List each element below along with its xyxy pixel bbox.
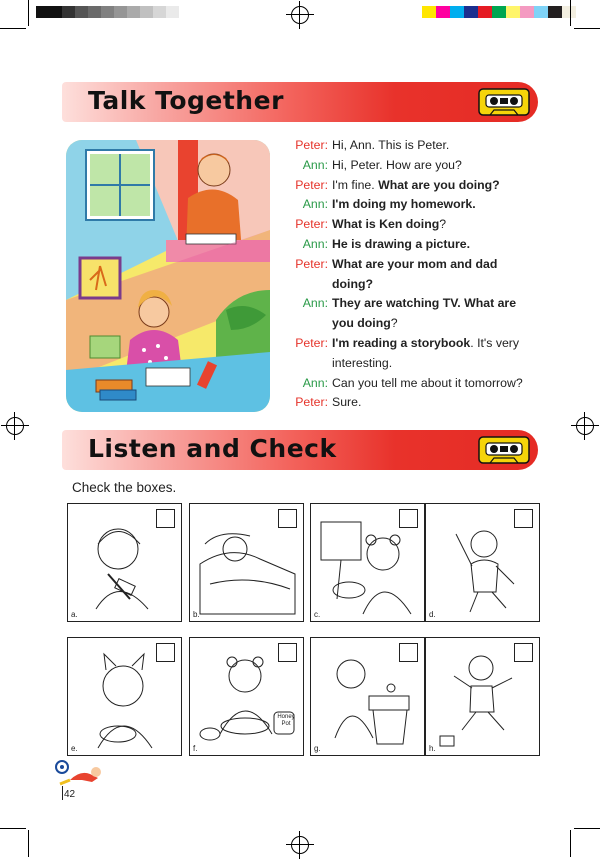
check-box[interactable] — [514, 643, 533, 662]
dialogue-line — [280, 393, 560, 413]
dialogue-text-line — [332, 294, 560, 314]
dialogue-text-line — [332, 136, 560, 156]
speaker-name: Peter: — [295, 217, 328, 232]
dialogue-line — [280, 255, 560, 275]
dialogue-line — [280, 156, 560, 176]
dialogue-line — [280, 294, 560, 314]
check-box[interactable] — [399, 643, 418, 662]
dialogue-line — [280, 136, 560, 156]
dialogue-line — [280, 215, 560, 235]
section-title: Listen and Check — [88, 434, 337, 463]
speaker-name: Ann: — [302, 157, 328, 172]
dialogue-continuation — [280, 275, 560, 295]
dialogue-text: What are you doing? — [378, 177, 500, 192]
speaker-name: Peter: — [295, 256, 328, 271]
talk-together-banner — [62, 82, 538, 122]
crop-mark — [574, 28, 600, 29]
dialogue-text-line — [332, 176, 560, 196]
picture-card-monkey-dancing — [425, 503, 540, 622]
dialogue-line — [280, 334, 560, 354]
dialogue-text: interesting. — [332, 355, 393, 370]
registration-mark — [291, 836, 309, 854]
crop-mark — [0, 28, 26, 29]
picture-card-child-sleeping — [189, 503, 304, 622]
dialogue-text: I'm doing my homework. — [332, 197, 476, 212]
dialogue-text: They are watching TV. What are — [332, 296, 517, 311]
dialogue-text: He is drawing a picture. — [332, 236, 471, 251]
crop-mark — [570, 0, 571, 26]
picture-card-girl-jumping — [425, 637, 540, 756]
speaker-name: Ann: — [302, 296, 328, 311]
listen-and-check-banner — [62, 430, 538, 470]
card-label: h. — [429, 744, 436, 753]
cassette-tape-icon — [476, 86, 532, 118]
dialogue-text: I'm fine. — [332, 177, 379, 192]
card-label: d. — [429, 610, 436, 619]
dialogue-text: . It's very — [470, 335, 520, 350]
picture-card-bear-painting — [310, 503, 425, 622]
crop-mark — [570, 830, 571, 857]
card-label: g. — [314, 744, 321, 753]
crop-mark — [574, 828, 600, 829]
card-label: a. — [71, 610, 78, 619]
dialogue-text: Hi, Peter. How are you? — [332, 157, 462, 172]
check-box[interactable] — [278, 643, 297, 662]
check-box[interactable] — [399, 509, 418, 528]
dialogue-text: What is Ken doing — [332, 217, 440, 232]
crop-mark — [0, 828, 26, 829]
dialogue-text-line — [332, 393, 560, 413]
dialogue-text-line — [332, 215, 560, 235]
honey-pot-label: Honey Pot — [277, 714, 295, 727]
picture-card-bear-with-honey — [189, 637, 304, 756]
check-box[interactable] — [156, 509, 175, 528]
page-number: 42 — [64, 789, 76, 800]
check-box[interactable] — [514, 509, 533, 528]
dialogue-line — [280, 235, 560, 255]
dialogue-text: ? — [390, 316, 398, 331]
dialogue-text-line — [332, 235, 560, 255]
picture-card-cat-eating — [67, 637, 182, 756]
crop-mark — [28, 830, 29, 857]
dialogue-line — [280, 176, 560, 196]
dialogue-line — [280, 374, 560, 394]
cassette-tape-icon — [476, 434, 532, 466]
dialogue-text: Can you tell me about it tomorrow? — [332, 375, 523, 390]
dialogue-text-line — [332, 195, 560, 215]
dialogue-text-line — [332, 255, 560, 275]
check-box[interactable] — [278, 509, 297, 528]
card-label: c. — [314, 610, 321, 619]
dialogue-continuation — [280, 314, 560, 334]
speaker-name: Peter: — [295, 395, 328, 410]
card-label: f. — [193, 744, 198, 753]
dialogue-line — [280, 195, 560, 215]
speaker-name: Peter: — [295, 177, 328, 192]
dialogue-continuation — [280, 354, 560, 374]
page-number-divider — [62, 786, 63, 800]
check-box[interactable] — [156, 643, 175, 662]
dialogue-text-line — [332, 156, 560, 176]
dialogue-text-line — [332, 374, 560, 394]
dialogue-text: doing? — [332, 276, 373, 291]
picture-card-girl-brushing-teeth — [67, 503, 182, 622]
crop-mark — [28, 0, 29, 26]
speaker-name: Ann: — [302, 236, 328, 251]
dialogue-text: Hi, Ann. This is Peter. — [332, 138, 450, 152]
section-title: Talk Together — [88, 86, 284, 115]
dialogue-text: ? — [439, 217, 447, 232]
dialogue-text: you doing — [332, 316, 391, 331]
card-label: b. — [193, 610, 200, 619]
speaker-name: Ann: — [302, 375, 328, 390]
kicking-boy-icon — [52, 758, 106, 788]
registration-mark — [6, 417, 24, 435]
registration-mark — [291, 6, 309, 24]
dialogue-text: Sure. — [332, 395, 362, 410]
picture-card-monkey-washing — [310, 637, 425, 756]
dialogue-text-line — [332, 334, 560, 354]
grayscale-bar — [36, 6, 179, 18]
registration-mark — [576, 417, 594, 435]
color-bar — [422, 6, 576, 18]
talk-scene-illustration — [66, 140, 270, 412]
dialogue — [280, 136, 560, 413]
dialogue-text: What are your mom and dad — [332, 256, 498, 271]
speaker-name: Peter: — [295, 138, 328, 152]
speaker-name: Ann: — [302, 197, 328, 212]
card-label: e. — [71, 744, 78, 753]
dialogue-text: I'm reading a storybook — [332, 335, 471, 350]
instruction-text: Check the boxes. — [72, 480, 177, 495]
speaker-name: Peter: — [295, 335, 328, 350]
